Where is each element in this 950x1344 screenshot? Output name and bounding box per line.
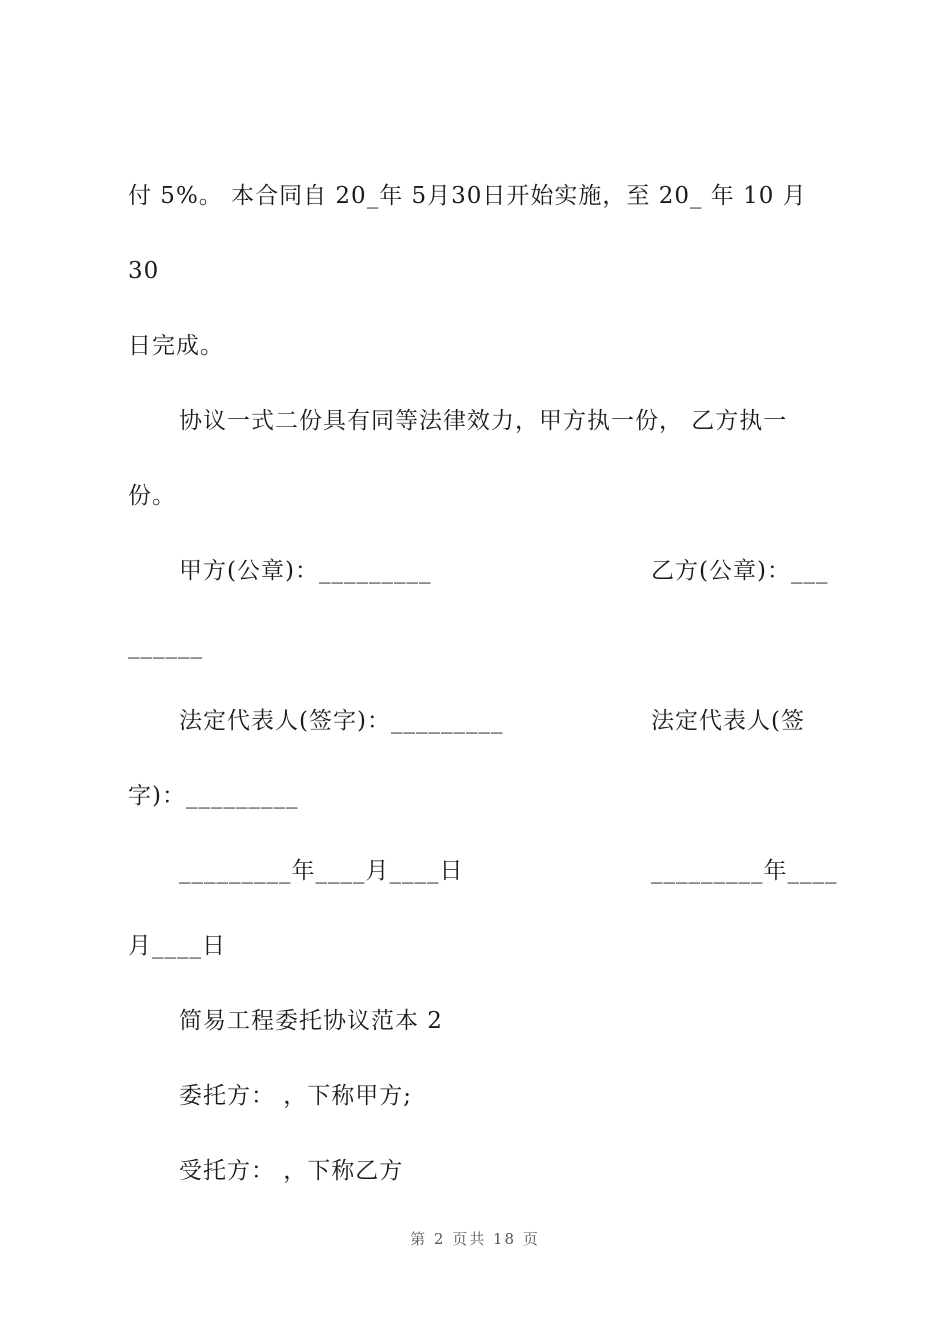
party-b-seal-line: 乙方(公章)：___ <box>651 558 829 584</box>
paragraph-line: 付 5%。 本合同自 20_年 5月30日开始实施，至 20_ 年 10 月 <box>128 183 807 209</box>
party-a-date-line: _________年____月____日 <box>179 858 464 884</box>
party-b-date-line: _________年____ <box>651 858 838 884</box>
party-b-seal-line-cont: ______ <box>128 633 203 659</box>
client-line: 委托方： ，下称甲方; <box>179 1083 413 1109</box>
party-b-date-line-cont: 月____日 <box>128 933 226 959</box>
paragraph-line: 日完成。 <box>128 333 224 359</box>
party-a-seal-line: 甲方(公章)：_________ <box>179 558 432 584</box>
section-heading: 简易工程委托协议范本 2 <box>179 1008 443 1034</box>
contractor-line: 受托方： ，下称乙方 <box>179 1158 404 1184</box>
party-b-representative-line-cont: 字)：_________ <box>128 783 299 809</box>
party-a-representative-line: 法定代表人(签字)：_________ <box>179 708 504 734</box>
paragraph-line: 协议一式二份具有同等法律效力，甲方执一份， 乙方执一 <box>179 408 788 434</box>
paragraph-line: 份。 <box>128 483 176 509</box>
page-number-footer: 第 2 页共 18 页 <box>410 1230 540 1248</box>
party-b-representative-line: 法定代表人(签 <box>651 708 805 734</box>
paragraph-line: 30 <box>128 258 160 284</box>
